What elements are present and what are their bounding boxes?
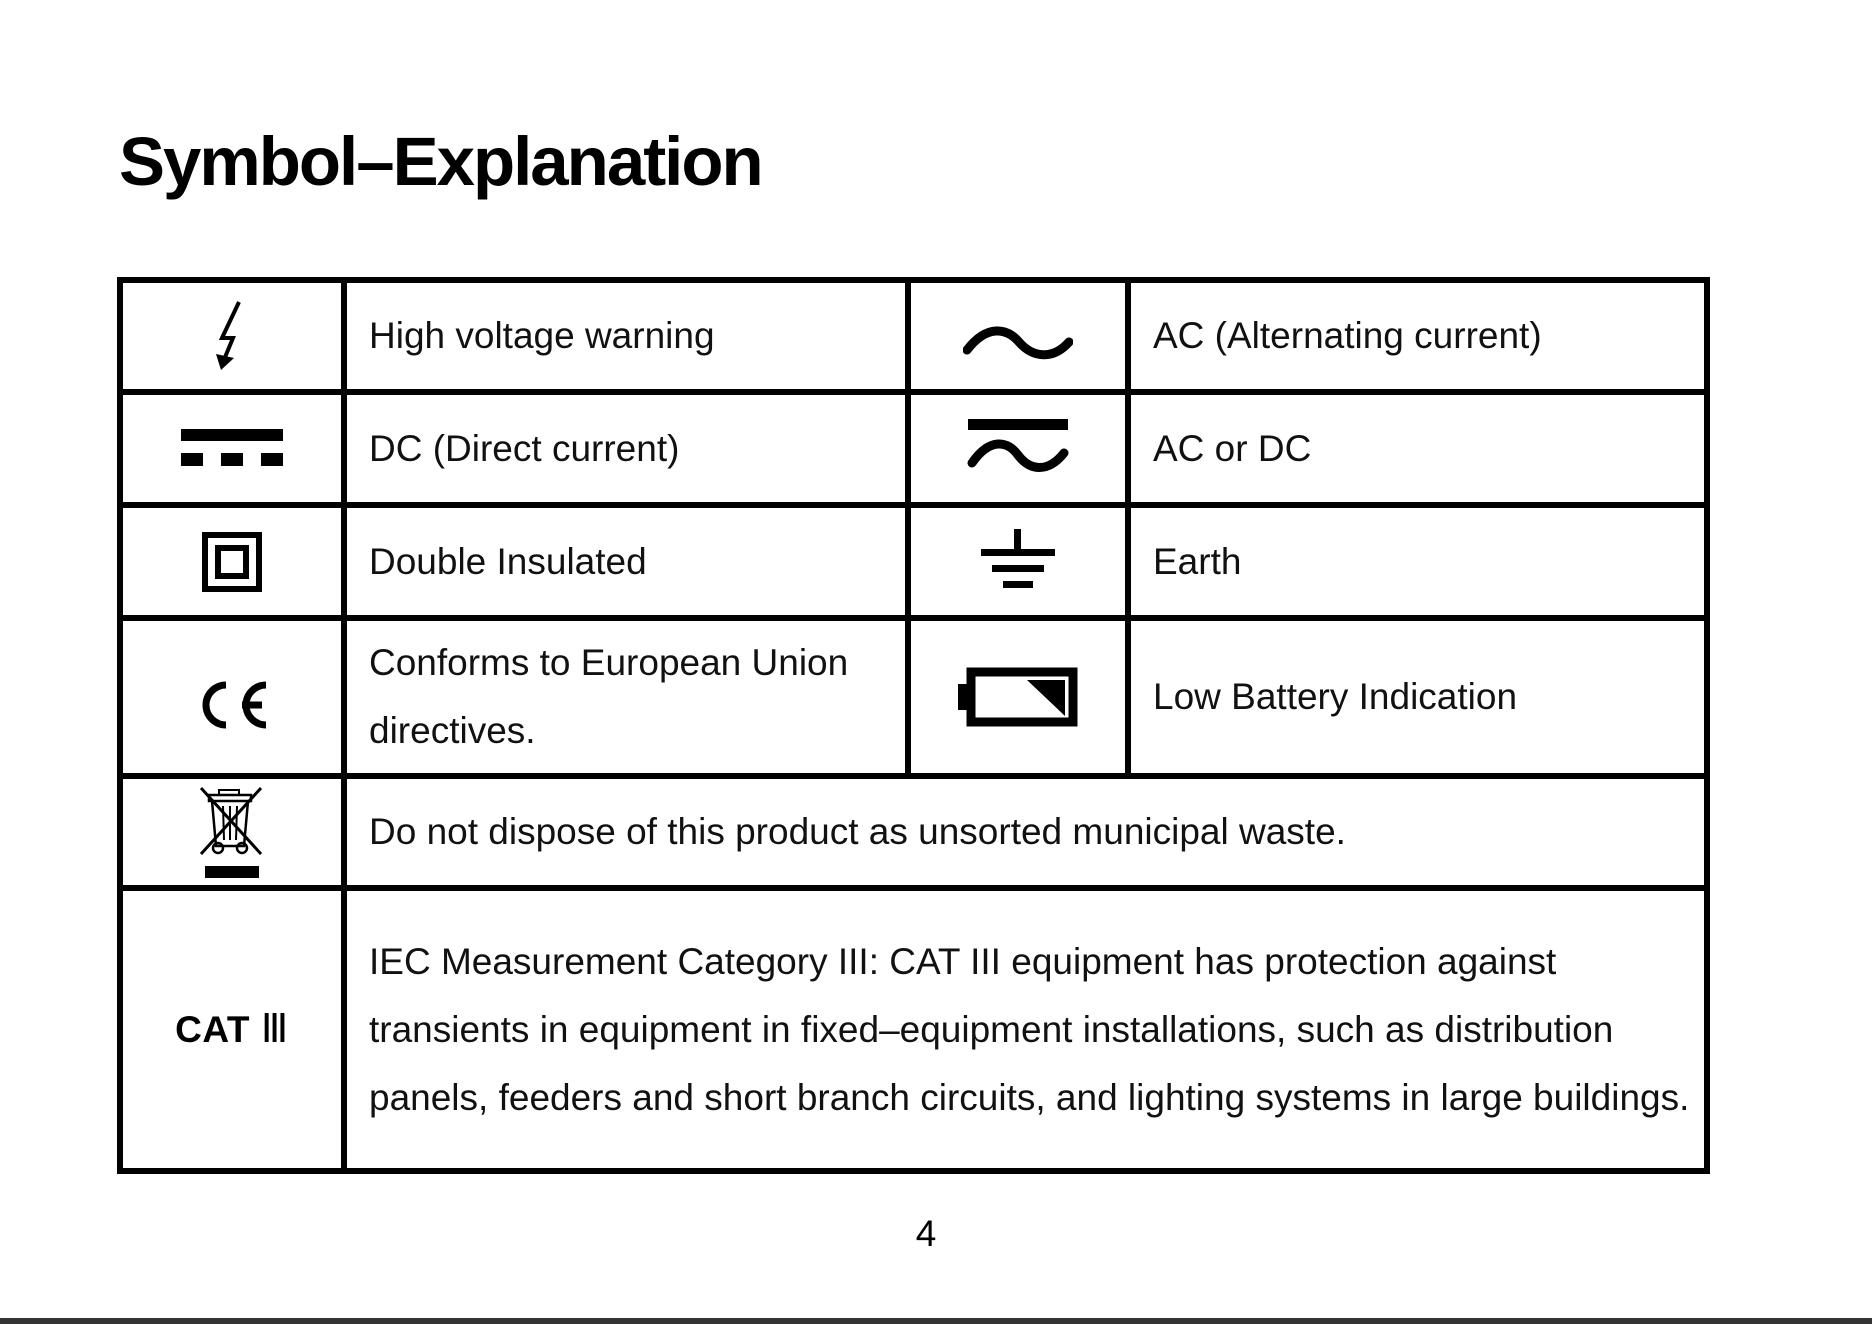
description-cell	[344, 888, 1707, 1171]
description-text: High voltage warning	[369, 315, 715, 356]
description-text: Double Insulated	[369, 540, 647, 582]
cat-iii-symbol	[175, 1006, 289, 1051]
page-title: Symbol–Explanation	[119, 123, 762, 200]
crossed-bin-icon	[197, 784, 267, 880]
ce-mark-icon	[194, 677, 270, 733]
symbol-cell	[120, 776, 344, 888]
page-bottom-rule	[0, 1318, 1872, 1324]
symbol-cell	[908, 505, 1128, 618]
description-cell	[344, 392, 908, 505]
symbol-cell	[120, 888, 344, 1171]
symbol-cell	[120, 392, 344, 505]
cat-prefix: CAT	[175, 1009, 250, 1050]
description-text: AC or DC	[1153, 427, 1312, 469]
description-cell	[1128, 505, 1707, 618]
cat-roman-numeral: Ⅲ	[260, 1006, 289, 1051]
table-row	[120, 392, 1707, 505]
table-row	[120, 280, 1707, 392]
symbol-cell	[120, 280, 344, 392]
table-row	[120, 776, 1707, 888]
description-cell	[1128, 618, 1707, 776]
table-row	[120, 505, 1707, 618]
table-row	[120, 888, 1707, 1171]
symbol-cell	[908, 392, 1128, 505]
description-text: Conforms to European Union directives.	[369, 642, 849, 751]
description-text: Earth	[1153, 540, 1242, 582]
symbol-cell	[120, 505, 344, 618]
description-text: AC (Alternating current)	[1153, 315, 1542, 356]
page-number: 4	[915, 1213, 937, 1254]
description-cell	[1128, 280, 1707, 392]
symbol-cell	[120, 618, 344, 776]
description-text: IEC Measurement Category III: CAT III equipment has protection against transients in equipment in fixed–equipment installations, such as distribution panels, feeders and short branch circuits, and lighting systems in large buildings.	[369, 940, 1690, 1118]
dc-icon	[179, 427, 285, 471]
description-cell	[1128, 392, 1707, 505]
description-cell	[344, 776, 1707, 888]
description-text: Do not dispose of this product as unsorted municipal waste.	[369, 811, 1346, 852]
table-row	[120, 618, 1707, 776]
description-text: DC (Direct current)	[369, 427, 680, 469]
description-cell	[344, 505, 908, 618]
symbol-table	[117, 277, 1710, 1174]
description-cell	[344, 280, 908, 392]
symbol-cell	[908, 280, 1128, 392]
description-cell	[344, 618, 908, 776]
earth-icon	[973, 529, 1063, 595]
double-insulated-icon	[202, 532, 262, 592]
ac-icon	[963, 320, 1073, 370]
low-battery-icon	[957, 667, 1079, 727]
ac-dc-icon	[966, 417, 1070, 481]
high-voltage-icon	[212, 300, 252, 372]
description-text: Low Battery Indication	[1153, 676, 1518, 717]
symbol-cell	[908, 618, 1128, 776]
